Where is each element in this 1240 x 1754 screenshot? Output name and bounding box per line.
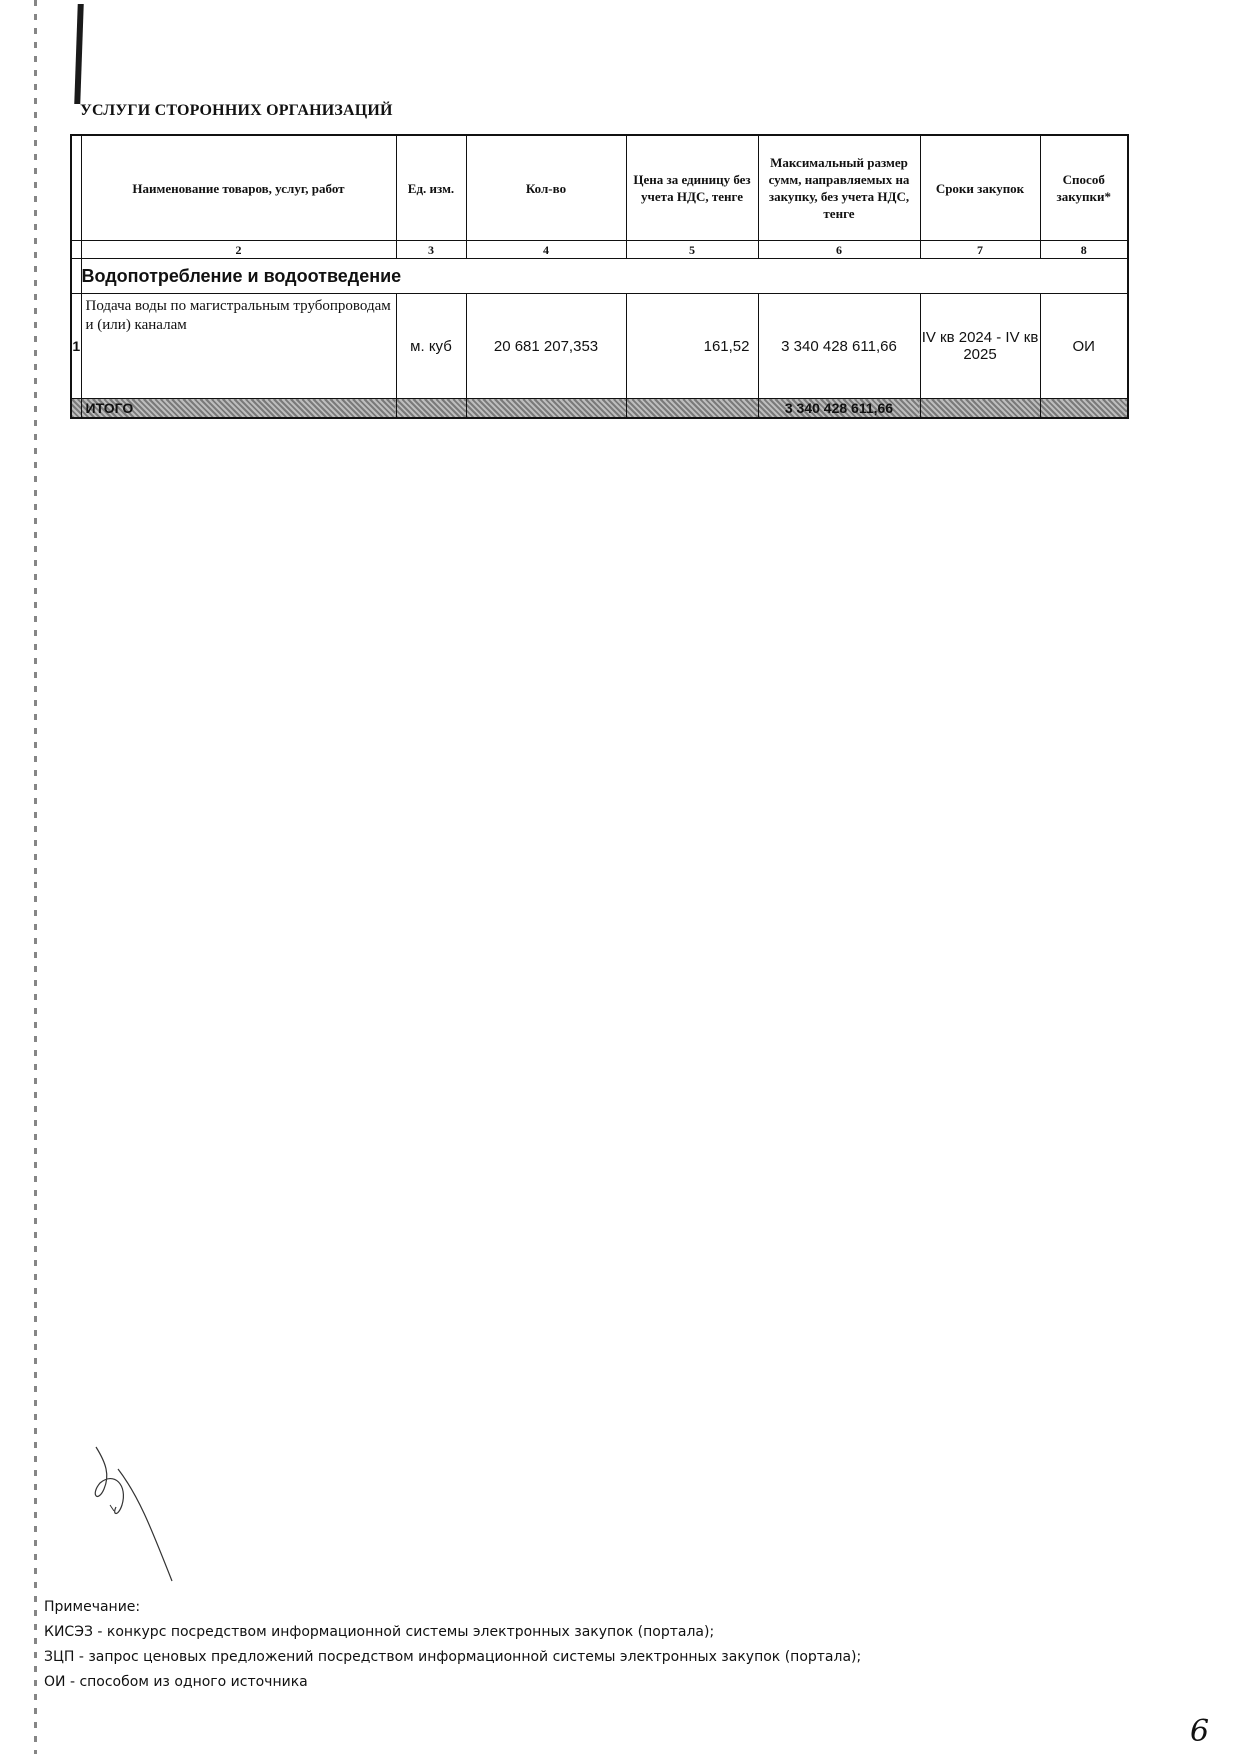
notes (44, 1595, 1044, 1695)
total-empty-cell (626, 399, 758, 419)
notes-title: Примечание: (44, 1599, 141, 1615)
row-name: Подача воды по магистральным трубопроводам и (или) каналам (81, 294, 396, 399)
page-number: 6 (1190, 1714, 1210, 1749)
column-number: 4 (466, 241, 626, 259)
table-row (71, 294, 1128, 399)
group-index-cell (71, 259, 81, 294)
header-period: Сроки закупок (920, 135, 1040, 241)
total-index-cell (71, 399, 81, 419)
total-empty-cell (920, 399, 1040, 419)
scan-edge-left (34, 0, 37, 1754)
section-title: УСЛУГИ СТОРОННИХ ОРГАНИЗАЦИЙ (80, 102, 393, 119)
total-amount: 3 340 428 611,66 (758, 399, 920, 419)
group-row (71, 259, 1128, 294)
row-unit-price: 161,52 (626, 294, 758, 399)
row-quantity: 20 681 207,353 (466, 294, 626, 399)
header-unit: Ед. изм. (396, 135, 466, 241)
column-number: 8 (1040, 241, 1128, 259)
column-number: 5 (626, 241, 758, 259)
row-period: IV кв 2024 - IV кв 2025 (920, 294, 1040, 399)
header-row (71, 135, 1128, 241)
note-line: КИСЭЗ - конкурс посредством информационной системы электронных закупок (портала); (44, 1624, 715, 1640)
note-line: ЗЦП - запрос ценовых предложений посредством информационной системы электронных закупок (портала); (44, 1649, 862, 1665)
header-method: Способ закупки* (1040, 135, 1128, 241)
column-number-row (71, 241, 1128, 259)
header-index (71, 135, 81, 241)
total-empty-cell (396, 399, 466, 419)
row-unit: м. куб (396, 294, 466, 399)
column-number: 3 (396, 241, 466, 259)
header-name: Наименование товаров, услуг, работ (81, 135, 396, 241)
row-method: ОИ (1040, 294, 1128, 399)
column-number (71, 241, 81, 259)
note-line: ОИ - способом из одного источника (44, 1674, 308, 1690)
column-number: 2 (81, 241, 396, 259)
column-number: 6 (758, 241, 920, 259)
header-unit-price: Цена за единицу без учета НДС, тенге (626, 135, 758, 241)
row-index: 1 (71, 294, 81, 399)
row-max-amount: 3 340 428 611,66 (758, 294, 920, 399)
header-max-amount: Максимальный размер сумм, направляемых на закупку, без учета НДС, тенге (758, 135, 920, 241)
group-title: Водопотребление и водоотведение (81, 259, 1128, 294)
total-empty-cell (466, 399, 626, 419)
procurement-table (70, 134, 1129, 419)
handwritten-signature (88, 1445, 198, 1585)
total-empty-cell (1040, 399, 1128, 419)
header-quantity: Кол-во (466, 135, 626, 241)
total-label: ИТОГО (81, 399, 396, 419)
scan-edge-top (74, 4, 83, 104)
column-number: 7 (920, 241, 1040, 259)
total-row (71, 399, 1128, 419)
